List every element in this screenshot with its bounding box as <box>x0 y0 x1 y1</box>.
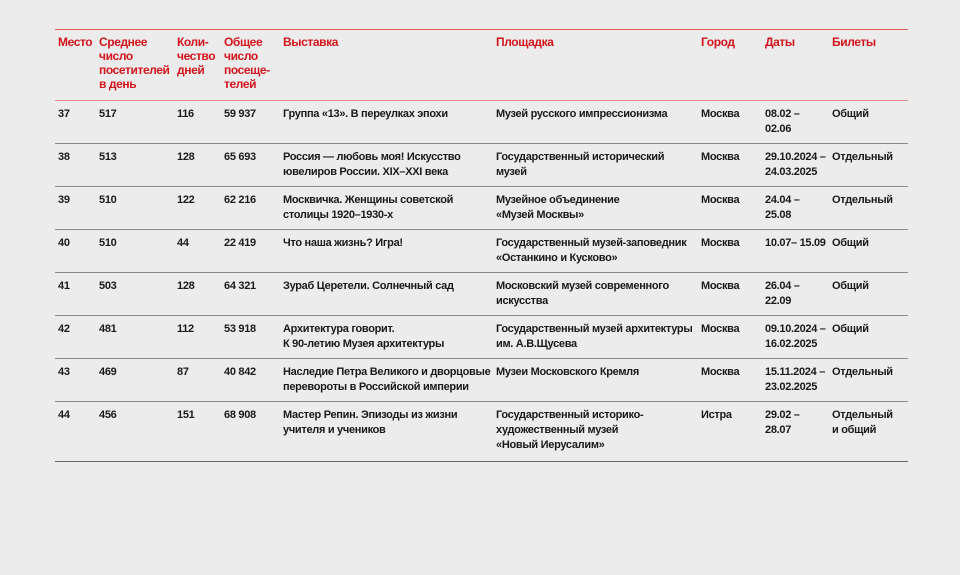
cell-city: Москва <box>701 194 740 206</box>
table-row <box>55 359 908 402</box>
exhibition-ranking-table <box>55 29 908 462</box>
cell-exhibition: Наследие Петра Великого и дворцовые перевороты в Российской империи <box>283 366 491 393</box>
cell-dates: 29.10.2024 – 24.03.2025 <box>765 151 826 178</box>
cell-dates: 24.04 – 25.08 <box>765 194 800 221</box>
cell-days: 116 <box>177 108 194 120</box>
cell-city: Москва <box>701 366 740 378</box>
header-dates: Даты <box>765 35 795 49</box>
table-body <box>55 101 908 462</box>
table-row <box>55 144 908 187</box>
cell-venue: Государственный историко- художественный музей «Новый Иерусалим» <box>496 409 644 451</box>
cell-exhibition: Россия — любовь моя! Искусство ювелиров России. XIX–XXI века <box>283 151 461 178</box>
cell-place: 42 <box>58 323 70 335</box>
cell-tickets: Общий <box>832 237 869 249</box>
cell-avg-visitors: 513 <box>99 151 117 163</box>
cell-dates: 15.11.2024 – 23.02.2025 <box>765 366 826 393</box>
cell-place: 39 <box>58 194 70 206</box>
cell-venue: Музей русского импрессионизма <box>496 108 668 120</box>
cell-total-visitors: 62 216 <box>224 194 256 206</box>
cell-exhibition: Что наша жизнь? Игра! <box>283 237 403 249</box>
cell-days: 128 <box>177 280 195 292</box>
cell-place: 43 <box>58 366 70 378</box>
cell-city: Москва <box>701 323 740 335</box>
cell-avg-visitors: 503 <box>99 280 117 292</box>
cell-venue: Музейное объединение «Музей Москвы» <box>496 194 620 221</box>
cell-city: Москва <box>701 151 740 163</box>
cell-tickets: Отдельный <box>832 151 893 163</box>
cell-tickets: Отдельный <box>832 366 893 378</box>
cell-dates: 26.04 – 22.09 <box>765 280 800 307</box>
cell-avg-visitors: 510 <box>99 194 117 206</box>
cell-place: 38 <box>58 151 70 163</box>
cell-tickets: Отдельный <box>832 194 893 206</box>
cell-total-visitors: 40 842 <box>224 366 256 378</box>
cell-days: 128 <box>177 151 195 163</box>
cell-total-visitors: 68 908 <box>224 409 256 421</box>
cell-avg-visitors: 510 <box>99 237 117 249</box>
header-avg-visitors: Среднее число посетителей в день <box>99 35 170 91</box>
cell-exhibition: Архитектура говорит. К 90-летию Музея архитектуры <box>283 323 445 350</box>
table-row <box>55 187 908 230</box>
header-venue: Площадка <box>496 35 554 49</box>
cell-tickets: Общий <box>832 323 869 335</box>
table-row <box>55 316 908 359</box>
cell-avg-visitors: 517 <box>99 108 117 120</box>
cell-exhibition: Зураб Церетели. Солнечный сад <box>283 280 454 292</box>
cell-city: Москва <box>701 237 740 249</box>
cell-avg-visitors: 456 <box>99 409 117 421</box>
cell-place: 44 <box>58 409 70 421</box>
table-row <box>55 273 908 316</box>
cell-total-visitors: 22 419 <box>224 237 256 249</box>
header-total-visitors: Общее число посеще- телей <box>224 35 270 91</box>
cell-dates: 10.07– 15.09 <box>765 237 826 249</box>
cell-place: 37 <box>58 108 70 120</box>
cell-venue: Музеи Московского Кремля <box>496 366 639 378</box>
cell-total-visitors: 64 321 <box>224 280 256 292</box>
cell-avg-visitors: 469 <box>99 366 117 378</box>
cell-venue: Государственный музей-заповедник «Останкино и Кусково» <box>496 237 687 264</box>
header-place: Место <box>58 35 93 49</box>
table-row <box>55 402 908 462</box>
header-exhibition: Выставка <box>283 35 338 49</box>
cell-city: Истра <box>701 409 732 421</box>
header-days: Коли- чество дней <box>177 35 216 77</box>
cell-dates: 09.10.2024 – 16.02.2025 <box>765 323 826 350</box>
cell-dates: 29.02 – 28.07 <box>765 409 800 436</box>
cell-tickets: Общий <box>832 280 869 292</box>
cell-tickets: Общий <box>832 108 869 120</box>
cell-place: 40 <box>58 237 70 249</box>
cell-days: 87 <box>177 366 189 378</box>
cell-days: 112 <box>177 323 194 335</box>
cell-total-visitors: 65 693 <box>224 151 256 163</box>
cell-exhibition: Мастер Репин. Эпизоды из жизни учителя и учеников <box>283 409 458 436</box>
cell-days: 44 <box>177 237 189 249</box>
cell-exhibition: Москвичка. Женщины советской столицы 1920–1930-х <box>283 194 454 221</box>
cell-place: 41 <box>58 280 70 292</box>
cell-tickets: Отдельный и общий <box>832 409 893 436</box>
cell-days: 151 <box>177 409 195 421</box>
cell-venue: Государственный музей архитектуры им. А.В.Щусева <box>496 323 693 350</box>
table-row <box>55 101 908 144</box>
cell-total-visitors: 59 937 <box>224 108 256 120</box>
cell-days: 122 <box>177 194 195 206</box>
cell-venue: Московский музей современного искусства <box>496 280 669 307</box>
cell-dates: 08.02 – 02.06 <box>765 108 800 135</box>
cell-exhibition: Группа «13». В переулках эпохи <box>283 108 448 120</box>
cell-city: Москва <box>701 108 740 120</box>
table-header-row <box>55 30 908 101</box>
cell-total-visitors: 53 918 <box>224 323 256 335</box>
header-city: Город <box>701 35 735 49</box>
header-tickets: Билеты <box>832 35 876 49</box>
cell-city: Москва <box>701 280 740 292</box>
table-row <box>55 230 908 273</box>
cell-venue: Государственный исторический музей <box>496 151 665 178</box>
cell-avg-visitors: 481 <box>99 323 117 335</box>
